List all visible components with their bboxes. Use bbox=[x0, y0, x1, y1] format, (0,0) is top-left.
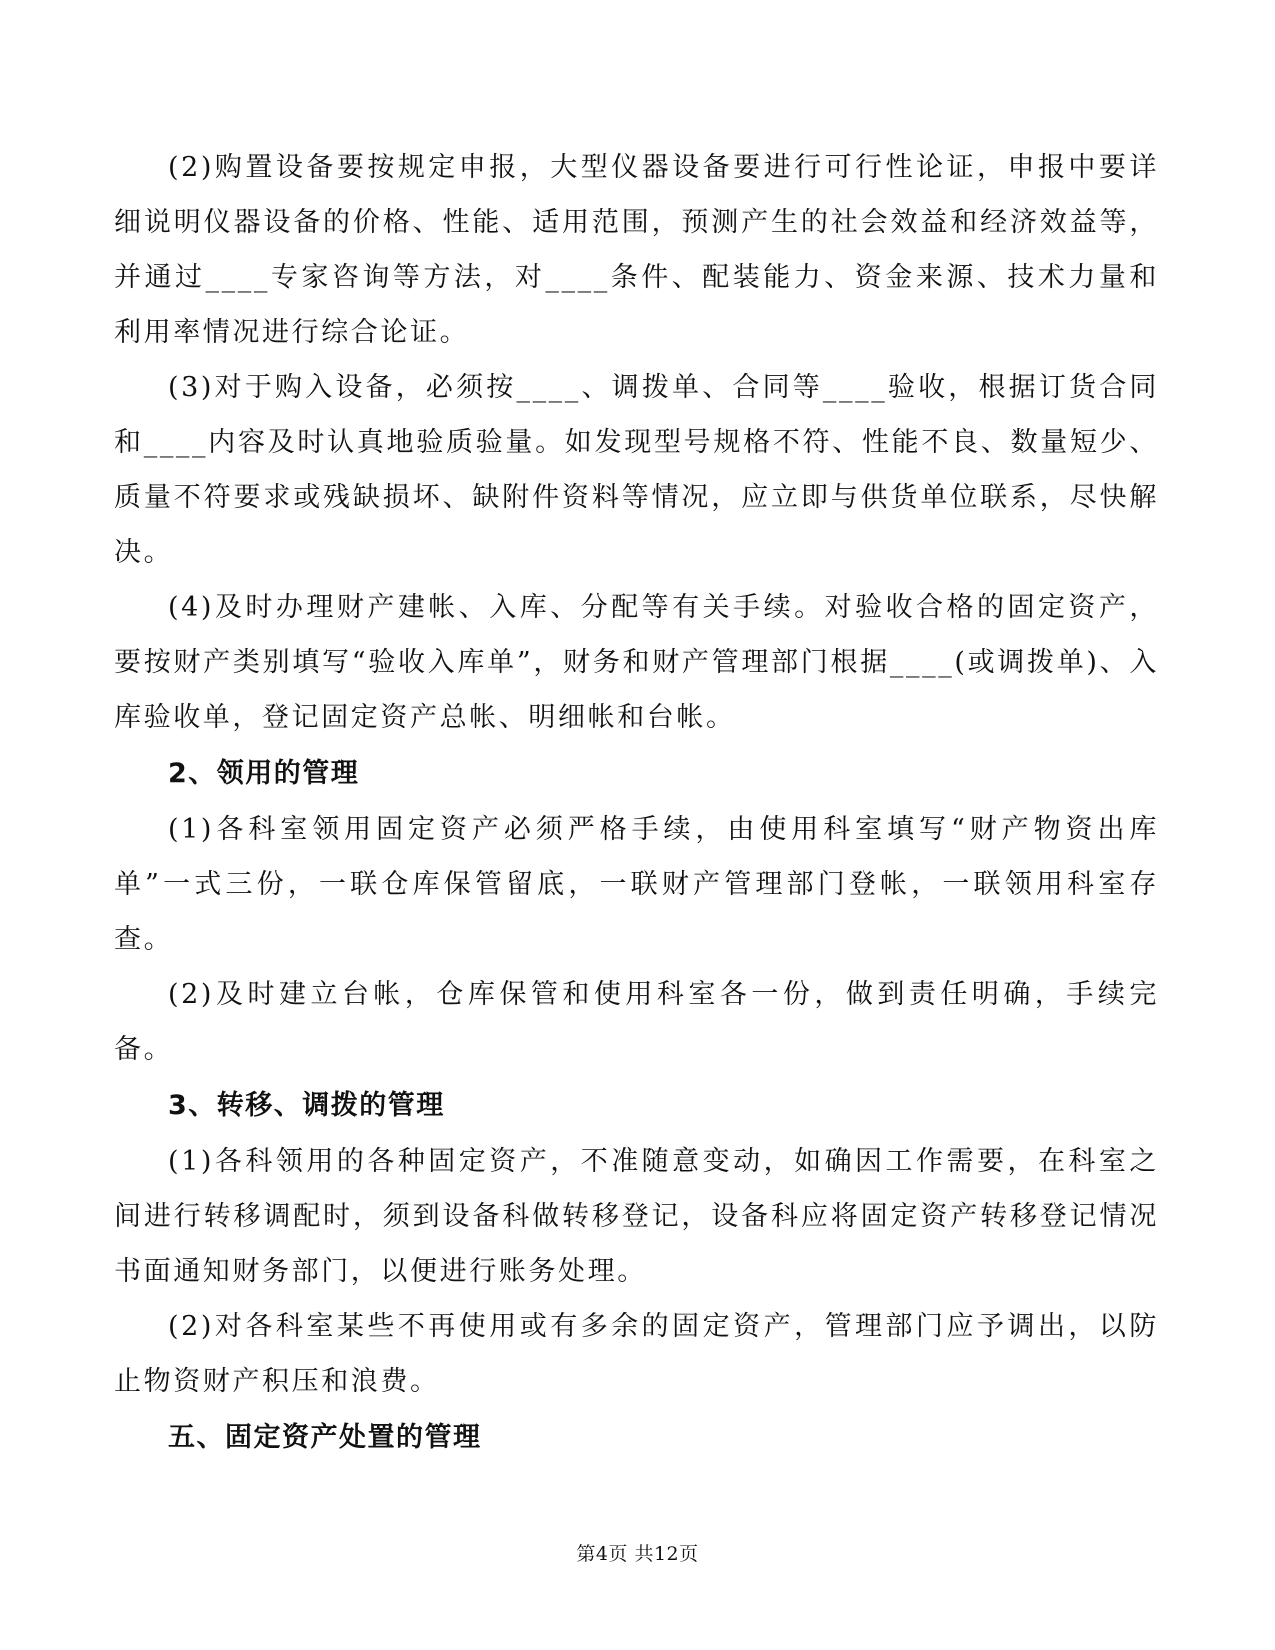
paragraph-transfer-registration: (1)各科领用的各种固定资产，不准随意变动，如确因工作需要，在科室之间进行转移调配时，须到设备科做转移登记，设备科应将固定资产转移登记情况书面通知财务部门，以便进行账务处理。 bbox=[114, 1146, 1159, 1287]
paragraph-ledger-setup: (2)及时建立台帐，仓库保管和使用科室各一份，做到责任明确，手续完备。 bbox=[114, 979, 1159, 1065]
section-heading-transfer-management: 3、转移、调拨的管理 bbox=[168, 1090, 445, 1121]
section-heading-use-management: 2、领用的管理 bbox=[168, 758, 360, 789]
paragraph-asset-registration: (4)及时办理财产建帐、入库、分配等有关手续。对验收合格的固定资产，要按财产类别填写“验收入库单”，财务和财产管理部门根据____(或调拨单)、入库验收单，登记固定资产总帐、明细帐和台帐。 bbox=[114, 592, 1159, 733]
paragraph-acceptance-inspection: (3)对于购入设备，必须按____、调拨单、合同等____验收，根据订货合同和____内容及时认真地验质验量。如发现型号规格不符、性能不良、数量短少、质量不符要求或残缺损坏、缺附件资料等情况，应立即与供货单位联系，尽快解决。 bbox=[114, 372, 1159, 568]
section-heading-disposal-management: 五、固定资产处置的管理 bbox=[168, 1422, 482, 1453]
paragraph-use-procedure: (1)各科室领用固定资产必须严格手续，由使用科室填写“财产物资出库单”一式三份，一联仓库保管留底，一联财产管理部门登帐，一联领用科室存查。 bbox=[114, 814, 1159, 955]
paragraph-surplus-reallocation: (2)对各科室某些不再使用或有多余的固定资产，管理部门应予调出，以防止物资财产积压和浪费。 bbox=[114, 1311, 1159, 1397]
document-body bbox=[114, 140, 1159, 1466]
paragraph-purchase-declaration: (2)购置设备要按规定申报，大型仪器设备要进行可行性论证，申报中要详细说明仪器设备的价格、性能、适用范围，预测产生的社会效益和经济效益等，并通过____专家咨询等方法，对____条件、配装能力、资金来源、技术力量和利用率情况进行综合论证。 bbox=[114, 152, 1159, 348]
page-number-footer: 第4页 共12页 bbox=[576, 1543, 699, 1565]
